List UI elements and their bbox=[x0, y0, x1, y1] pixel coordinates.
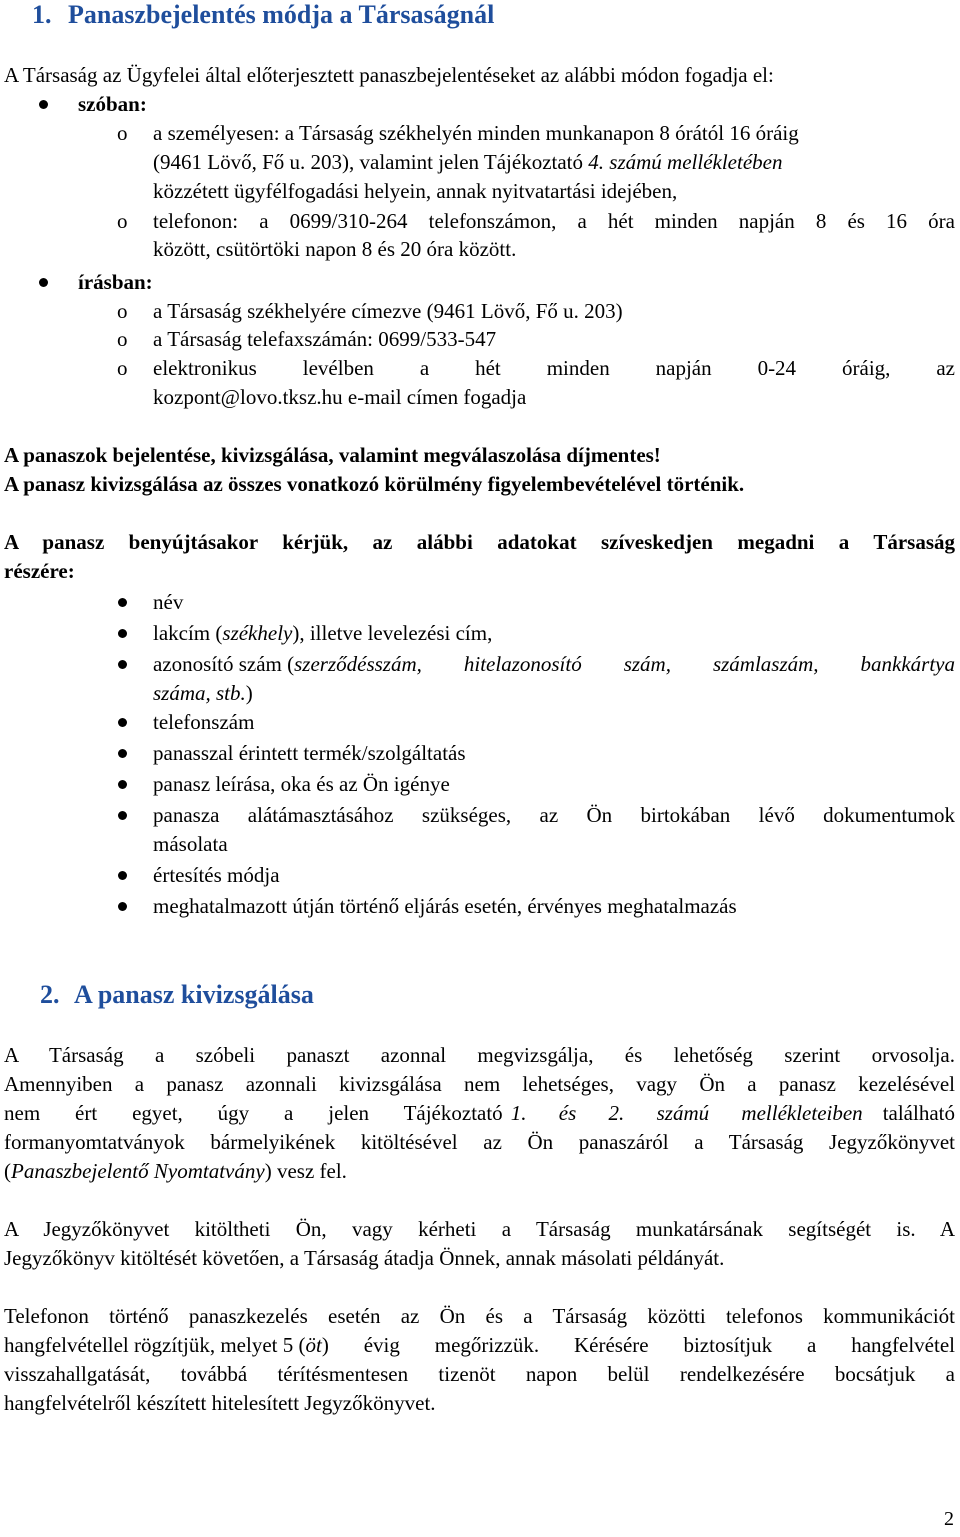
bullet-icon bbox=[39, 100, 48, 109]
sub-bullet-icon: o bbox=[117, 327, 128, 351]
list-item-notification: értesítés módja bbox=[153, 863, 280, 887]
bullet-icon bbox=[118, 598, 127, 607]
oral-item-2-line-2: között, csütörtöki napon 8 és 20 óra között. bbox=[153, 237, 517, 261]
para-1-line-1: A Társaság a szóbeli panaszt azonnal megvizsgálja, és lehetőség szerint orvosolja. bbox=[4, 1043, 955, 1067]
sub-bullet-icon: o bbox=[117, 209, 128, 233]
list-item-name: név bbox=[153, 590, 184, 614]
bullet-icon bbox=[118, 660, 127, 669]
written-item-3-line-1: elektronikus levélben a hét minden napján 0-24 óráig, az bbox=[153, 356, 955, 380]
intro-text: A Társaság az Ügyfelei által előterjesztett panaszbejelentéseket az alábbi módon fogadja el: bbox=[4, 63, 774, 87]
list-item-id-line-1: azonosító szám ( szerződésszám, hitelazonosító szám, számlaszám, bankkártya bbox=[153, 652, 955, 676]
request-line-1: A panasz benyújtásakor kérjük, az alábbi adatokat szíveskedjen megadni a Társaság bbox=[4, 530, 955, 554]
list-item-id-line-2: száma, stb.) bbox=[153, 681, 253, 705]
section-2-title: A panasz kivizsgálása bbox=[74, 980, 314, 1009]
para-1-line-2: Amennyiben a panasz azonnali kivizsgálása nem lehetséges, vagy Ön a panasz kezelésével bbox=[4, 1072, 955, 1096]
written-item-3-line-2: kozpont@lovo.tksz.hu e-mail címen fogadja bbox=[153, 385, 527, 409]
para-2-line-2: Jegyzőkönyv kitöltését követően, a Társaság átadja Önnek, annak másolati példányát. bbox=[4, 1246, 725, 1270]
sub-bullet-icon: o bbox=[117, 356, 128, 380]
bullet-icon bbox=[118, 629, 127, 638]
bullet-icon bbox=[118, 749, 127, 758]
written-item-2: a Társaság telefaxszámán: 0699/533-547 bbox=[153, 327, 497, 351]
written-label: írásban: bbox=[78, 270, 153, 294]
para-3-line-2: hangfelvétellel rögzítjük, melyet 5 ( öt ) évig megőrizzük. Kérésére biztosítjuk a hangfelvétel bbox=[4, 1333, 955, 1357]
bullet-icon bbox=[118, 718, 127, 727]
list-item-documents-line-2: másolata bbox=[153, 832, 228, 856]
list-item-description: panasz leírása, oka és az Ön igénye bbox=[153, 772, 450, 796]
sub-bullet-icon: o bbox=[117, 299, 128, 323]
section-1-number: 1. bbox=[32, 0, 52, 29]
list-item-address: lakcím (székhely), illetve levelezési cím, bbox=[153, 621, 493, 645]
bullet-icon bbox=[39, 278, 48, 287]
bullet-icon bbox=[118, 780, 127, 789]
request-line-2: részére: bbox=[4, 559, 75, 583]
oral-label: szóban: bbox=[78, 92, 147, 116]
section-2-heading bbox=[40, 980, 314, 1010]
written-item-1: a Társaság székhelyére címezve (9461 Lövő, Fő u. 203) bbox=[153, 299, 623, 323]
free-of-charge-statement: A panaszok bejelentése, kivizsgálása, valamint megválaszolása díjmentes! bbox=[4, 443, 661, 467]
list-item-product: panasszal érintett termék/szolgáltatás bbox=[153, 741, 466, 765]
para-1-line-5: (Panaszbejelentő Nyomtatvány) vesz fel. bbox=[4, 1159, 347, 1183]
para-3-line-1: Telefonon történő panaszkezelés esetén az Ön és a Társaság közötti telefonos kommunikációt bbox=[4, 1304, 955, 1328]
bullet-icon bbox=[118, 902, 127, 911]
list-item-proxy: meghatalmazott útján történő eljárás esetén, érvényes meghatalmazás bbox=[153, 894, 737, 918]
sub-bullet-icon: o bbox=[117, 121, 128, 145]
investigation-statement: A panasz kivizsgálása az összes vonatkozó körülmény figyelembevételével történik. bbox=[4, 472, 745, 496]
para-1-line-3: nem ért egyet, úgy a jelen Tájékoztató 1. és 2. számú mellékleteiben található bbox=[4, 1101, 955, 1125]
para-3-line-3: visszahallgatását, továbbá térítésmentesen tizenöt napon belül rendelkezésére bocsátjuk a bbox=[4, 1362, 955, 1386]
oral-item-1-line-3: közzétett ügyfélfogadási helyein, annak nyitvatartási idejében, bbox=[153, 179, 678, 203]
section-1-title: Panaszbejelentés módja a Társaságnál bbox=[68, 0, 495, 29]
oral-item-1-line-1: a személyesen: a Társaság székhelyén minden munkanapon 8 órától 16 óráig bbox=[153, 121, 799, 145]
bullet-icon bbox=[118, 811, 127, 820]
section-2-number: 2. bbox=[40, 980, 60, 1009]
para-3-line-4: hangfelvételről készített hitelesített Jegyzőkönyvet. bbox=[4, 1391, 436, 1415]
para-1-line-4: formanyomtatványok bármelyikének kitöltésével az Ön panaszáról a Társaság Jegyzőkönyvet bbox=[4, 1130, 955, 1154]
oral-item-2-line-1: telefonon: a 0699/310-264 telefonszámon, a hét minden napján 8 és 16 óra bbox=[153, 209, 955, 233]
bullet-icon bbox=[118, 871, 127, 880]
section-1-heading bbox=[32, 0, 494, 30]
list-item-documents-line-1: panasza alátámasztásához szükséges, az Ön birtokában lévő dokumentumok bbox=[153, 803, 955, 827]
page-number: 2 bbox=[944, 1508, 954, 1530]
oral-item-1-line-2: (9461 Lövő, Fő u. 203), valamint jelen Tájékoztató 4. számú mellékletében bbox=[153, 150, 783, 174]
list-item-phone: telefonszám bbox=[153, 710, 255, 734]
para-2-line-1: A Jegyzőkönyvet kitöltheti Ön, vagy kérheti a Társaság munkatársának segítségét is. A bbox=[4, 1217, 955, 1241]
